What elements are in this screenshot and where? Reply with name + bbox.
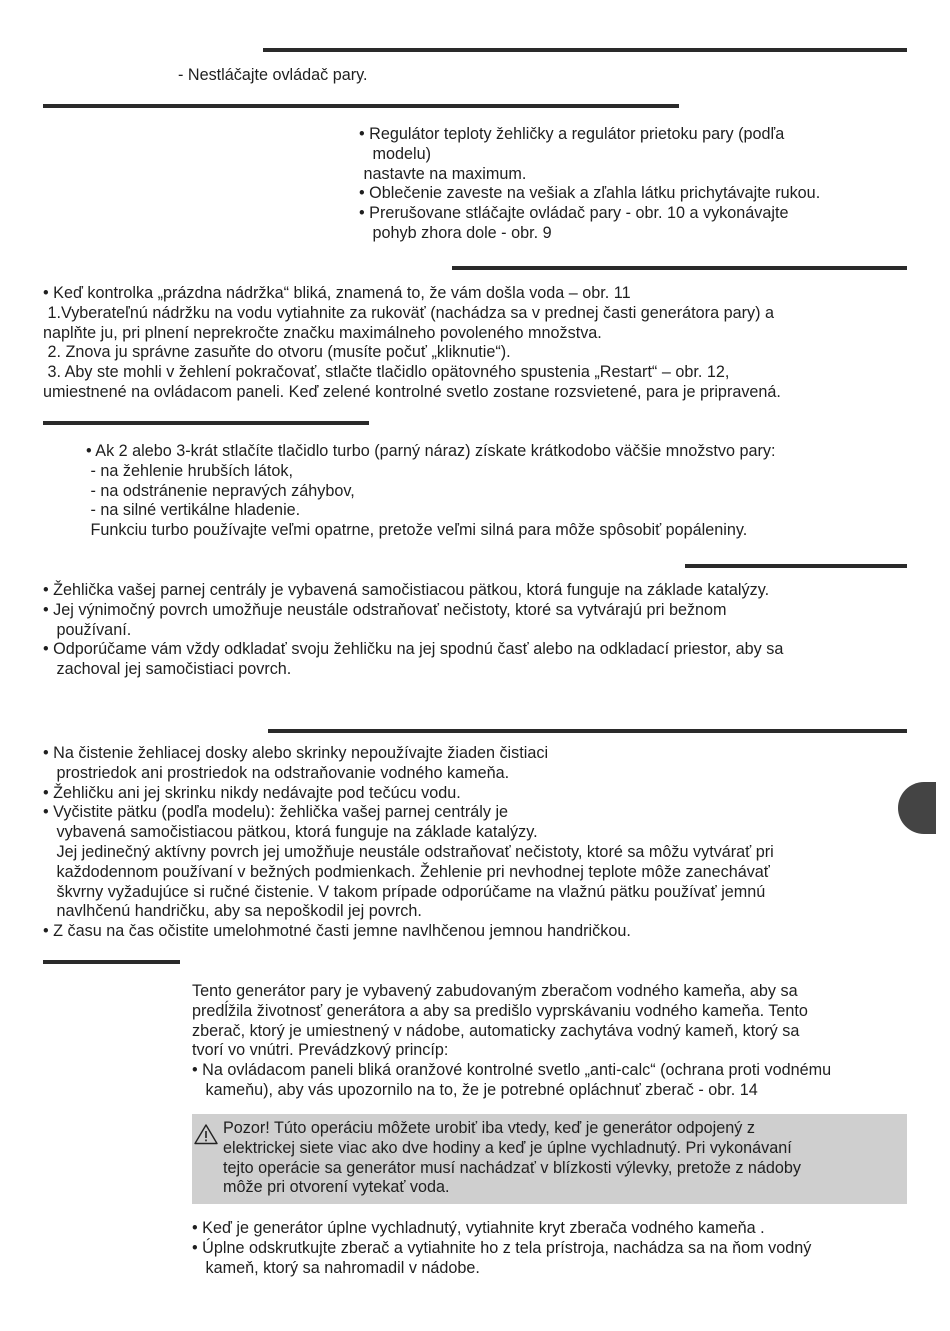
text-line: naplňte ju, pri plnení neprekročte značku maximálneho povoleného množstva. <box>43 323 602 342</box>
section-self-clean-soleplate <box>43 581 783 680</box>
text-line: elektrickej siete viac ako dve hodiny a keď je úplne vychladnutý. Pri vykonávaní <box>223 1138 792 1157</box>
text-line: predĺžila životnosť generátora a aby sa predišlo vyprskávaniu vodného kameňa. Tento <box>192 1001 808 1020</box>
section-turbo <box>86 442 775 541</box>
text-line: • Ak 2 alebo 3-krát stlačíte tlačidlo turbo (parný náraz) získate krátkodobo väčšie množstvo pary: <box>86 442 776 460</box>
warning-triangle-icon <box>194 1123 218 1145</box>
text-line: škvrny vyžadujúce si ručné čistenie. V takom prípade odporúčame na vlažnú pätku používať jemnú <box>43 882 766 901</box>
page-edge-tab <box>898 782 936 834</box>
text-line: • Žehličku ani jej skrinku nikdy nedávajte pod tečúcu vodu. <box>43 783 461 802</box>
text-line: • Vyčistite pätku (podľa modelu): žehlička vašej parnej centrály je <box>43 803 509 822</box>
text-line: Jej jedinečný aktívny povrch jej umožňuje neustále odstraňovať nečistoty, ktoré sa môžu vytvárať pri <box>43 842 774 861</box>
text-line: Tento generátor pary je vybavený zabudovaným zberačom vodného kameňa, aby sa <box>192 982 798 1000</box>
section-rule-5 <box>685 564 907 568</box>
text-line: • Na ovládacom paneli bliká oranžové kontrolné svetlo „anti-calc“ (ochrana proti vodnému <box>192 1061 832 1080</box>
text-line: 3. Aby ste mohli v žehlení pokračovať, stlačte tlačidlo opätovného spustenia „Restart“ – obr. 12, <box>43 363 730 382</box>
section-rule-4 <box>43 421 369 425</box>
text-line: • Žehlička vašej parnej centrály je vybavená samočistiacou pätkou, ktorá funguje na základe katalýzy. <box>43 581 770 599</box>
warning-text <box>223 1119 801 1198</box>
text-line: prostriedok ani prostriedok na odstraňovanie vodného kameňa. <box>43 763 510 782</box>
text-line: - na žehlenie hrubších látok, <box>86 461 293 480</box>
section-rule-1 <box>263 48 907 52</box>
warning-box <box>192 1114 907 1204</box>
section-vertical-steam <box>359 125 820 244</box>
text-line: každodennom používaní v bežných podmienkach. Žehlenie pri nevhodnej teplote môže zanechávať <box>43 862 770 881</box>
text-line: tvorí vo vnútri. Prevádzkový princíp: <box>192 1041 449 1060</box>
text-line: - Nestláčajte ovládač pary. <box>178 66 368 84</box>
text-line: • Keď kontrolka „prázdna nádržka“ bliká, znamená to, že vám došla voda – obr. 11 <box>43 284 631 302</box>
text-line: nastavte na maximum. <box>359 164 527 183</box>
section-scale-collector-steps <box>192 1219 811 1278</box>
text-line: • Oblečenie zaveste na vešiak a zľahla látku prichytávajte rukou. <box>359 184 821 203</box>
section-rule-2 <box>43 104 679 108</box>
text-line: - na odstránenie nepravých záhybov, <box>86 481 355 500</box>
text-line: vybavená samočistiacou pätkou, ktorá funguje na základe katalýzy. <box>43 823 538 842</box>
text-line: • Keď je generátor úplne vychladnutý, vytiahnite kryt zberača vodného kameňa . <box>192 1219 765 1237</box>
text-line: - na silné vertikálne hladenie. <box>86 501 301 520</box>
text-line: 1.Vyberateľnú nádržku na vodu vytiahnite za rukoväť (nachádza sa v prednej časti generátora pary) a <box>43 303 774 322</box>
text-line: používaní. <box>43 620 132 639</box>
text-line: • Jej výnimočný povrch umožňuje neustále odstraňovať nečistoty, ktoré sa vytvárajú pri bežnom <box>43 600 727 619</box>
text-line: tejto operácie sa generátor musí nachádzať v blízkosti výlevky, pretože z nádoby <box>223 1158 802 1177</box>
section-steam-note <box>178 66 368 86</box>
text-line: • Na čistenie žehliacej dosky alebo skrinky nepoužívajte žiaden čistiaci <box>43 744 549 762</box>
section-scale-collector <box>192 982 831 1101</box>
text-line: • Regulátor teploty žehličky a regulátor prietoku pary (podľa <box>359 125 785 143</box>
text-line: Pozor! Túto operáciu môžete urobiť iba vtedy, keď je generátor odpojený z <box>223 1119 755 1137</box>
text-line: môže pri otvorení vytekať voda. <box>223 1178 450 1197</box>
text-line: pohyb zhora dole - obr. 9 <box>359 223 552 242</box>
text-line: kameňu), aby vás upozornilo na to, že je potrebné opláchnuť zberač - obr. 14 <box>192 1080 758 1099</box>
text-line: umiestnené na ovládacom paneli. Keď zelené kontrolné svetlo zostane rozsvietené, para je pripravená. <box>43 382 781 401</box>
section-empty-tank <box>43 284 781 403</box>
text-line: • Úplne odskrutkujte zberač a vytiahnite ho z tela prístroja, nachádza sa na ňom vodný <box>192 1238 812 1257</box>
text-line: Funkciu turbo používajte veľmi opatrne, pretože veľmi silná para môže spôsobiť popáleniny. <box>86 521 748 540</box>
section-rule-6 <box>268 729 907 733</box>
text-line: kameň, ktorý sa nahromadil v nádobe. <box>192 1258 480 1277</box>
text-line: • Prerušovane stláčajte ovládač pary - obr. 10 a vykonávajte <box>359 204 789 223</box>
text-line: zberač, ktorý je umiestnený v nádobe, automaticky zachytáva vodný kameň, ktorý sa <box>192 1021 800 1040</box>
text-line: zachoval jej samočistiaci povrch. <box>43 660 292 679</box>
text-line: • Z času na čas očistite umelohmotné časti jemne navlhčenou jemnou handričkou. <box>43 922 631 941</box>
text-line: navlhčenú handričku, aby sa nepoškodil jej povrch. <box>43 902 422 921</box>
section-cleaning <box>43 744 774 942</box>
section-rule-7 <box>43 960 180 964</box>
section-rule-3 <box>452 266 907 270</box>
text-line: 2. Znova ju správne zasuňte do otvoru (musíte počuť „kliknutie“). <box>43 343 511 362</box>
text-line: • Odporúčame vám vždy odkladať svoju žehličku na jej spodnú časť alebo na odkladací priestor, aby sa <box>43 640 784 659</box>
text-line: modelu) <box>359 144 431 163</box>
